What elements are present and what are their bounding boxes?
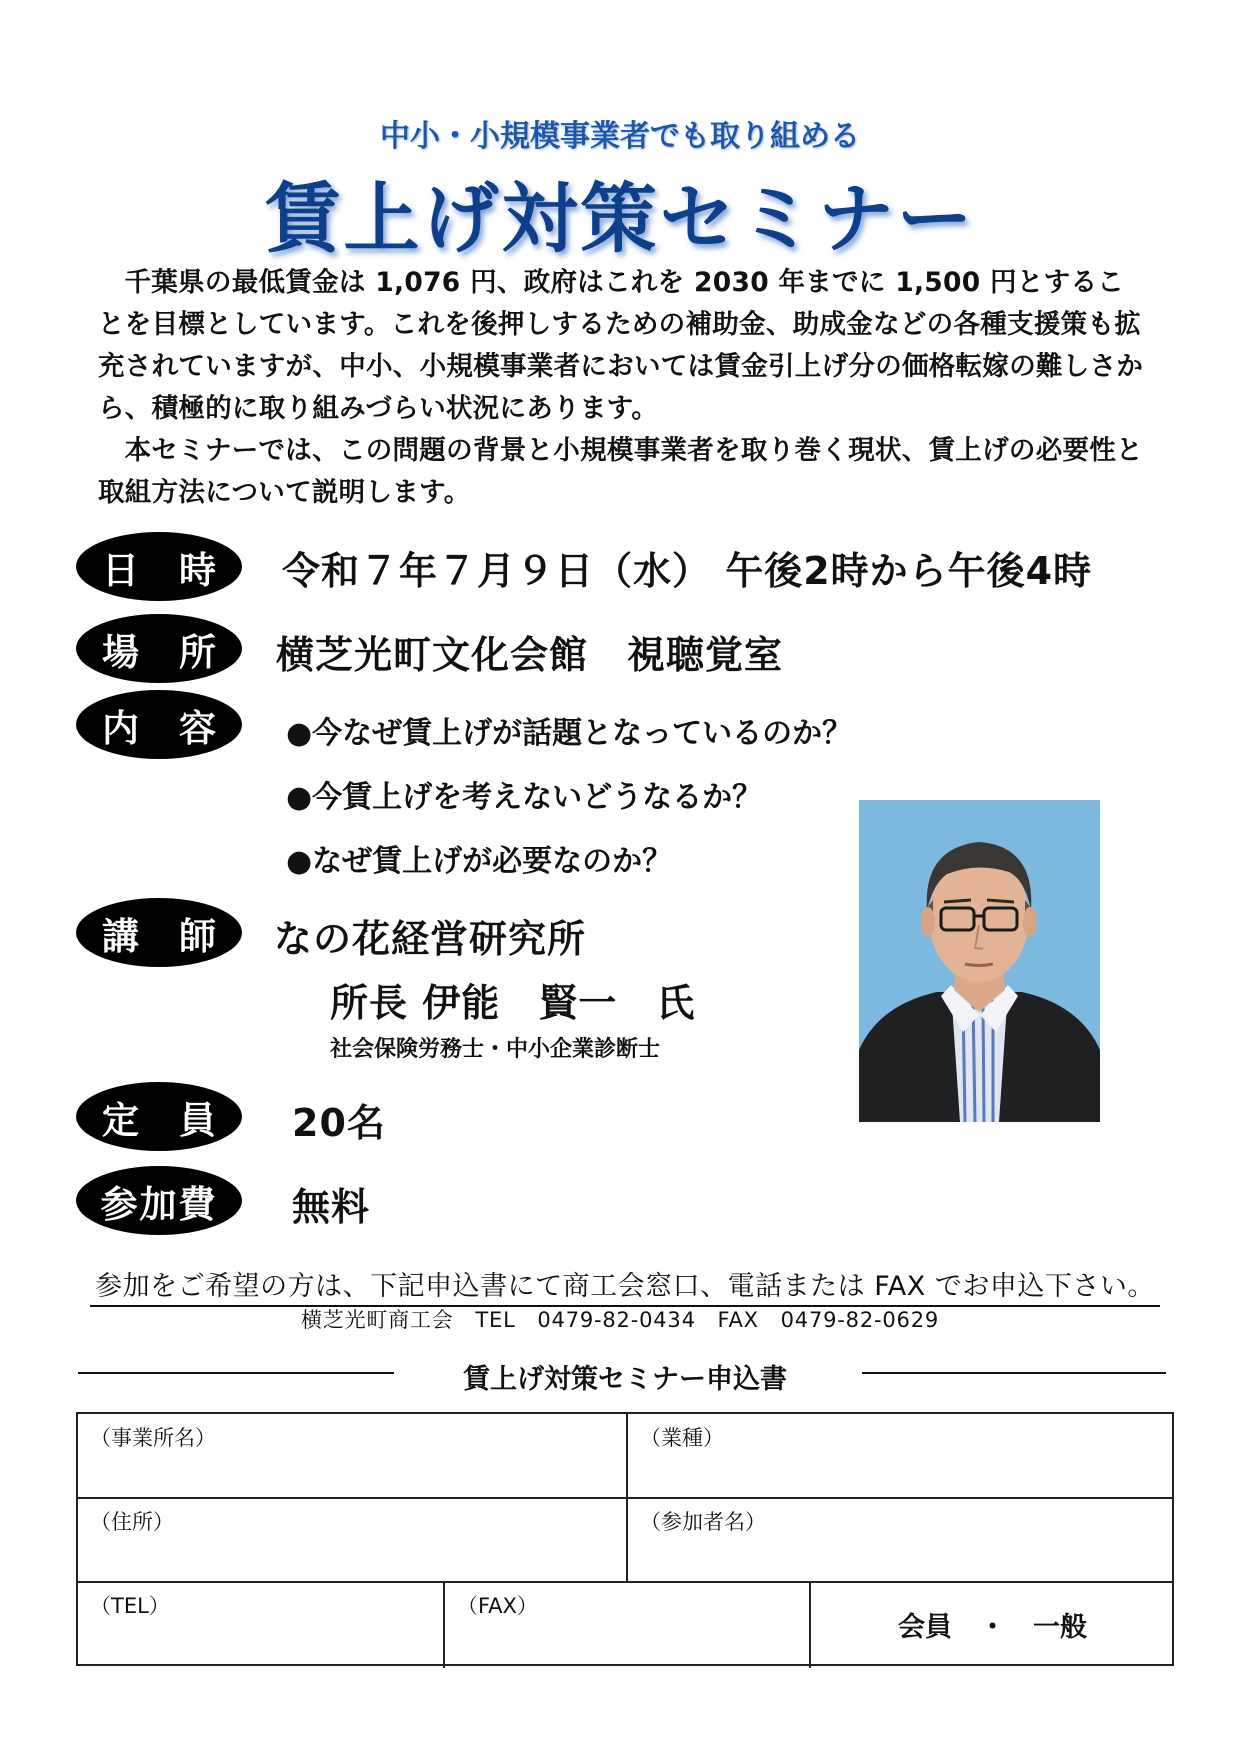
- label-lecturer: 講 師: [76, 898, 242, 967]
- lecturer-portrait-icon: [859, 800, 1100, 1122]
- seminar-title: 賃上げ対策セミナー: [264, 174, 976, 263]
- lecturer-photo: [859, 800, 1100, 1122]
- application-form: [76, 1412, 1174, 1666]
- form-title-rule-right: [862, 1372, 1166, 1374]
- industry-field[interactable]: （業種）: [640, 1426, 724, 1450]
- content-item-2: ●今賃上げを考えないどうなるか？: [286, 780, 763, 815]
- capacity-value: 20名: [292, 1101, 386, 1145]
- lecturer-credentials: 社会保険労務士・中小企業診断士: [330, 1037, 661, 1062]
- contact-info: 横芝光町商工会 TEL 0479-82-0434 FAX 0479-82-0629: [300, 1308, 940, 1332]
- member-type-selector[interactable]: 会員 ・ 一般: [898, 1611, 1087, 1643]
- venue-value: 横芝光町文化会館 視聴覚室: [276, 633, 784, 677]
- seminar-subtitle: 中小・小規模事業者でも取り組める: [380, 119, 860, 154]
- label-venue: 場 所: [76, 614, 242, 683]
- lecturer-org: なの花経営研究所: [274, 917, 587, 961]
- content-item-3: ●なぜ賃上げが必要なのか？: [286, 844, 673, 879]
- datetime-value: 令和７年７月９日（水） 午後2時から午後4時: [282, 549, 1093, 593]
- tel-field[interactable]: （TEL）: [90, 1594, 170, 1618]
- intro-text: [98, 262, 1148, 514]
- intro-paragraph-2: 本セミナーでは、この問題の背景と小規模事業者を取り巻く現状、賃上げの必要性と取組方法について説明します。: [98, 435, 1143, 508]
- label-capacity: 定 員: [76, 1082, 242, 1151]
- intro-paragraph-1: 千葉県の最低賃金は 1,076 円、政府はこれを 2030 年までに 1,500 円とすることを目標としています。これを後押しするための補助金、助成金などの各種支援策も拡充されていますが、中小、小規模事業者においては賃金引上げ分の価格転嫁の難しさから、積極的に取り組みづらい状況にあります。: [98, 267, 1144, 424]
- fee-value: 無料: [292, 1185, 371, 1229]
- business-name-field[interactable]: （事業所名）: [90, 1426, 216, 1450]
- label-content: 内 容: [76, 690, 242, 759]
- participant-name-field[interactable]: （参加者名）: [640, 1510, 766, 1534]
- fax-field[interactable]: （FAX）: [457, 1594, 538, 1618]
- address-field[interactable]: （住所）: [90, 1510, 174, 1534]
- application-notice: 参加をご希望の方は、下記申込書にて商工会窓口、電話または FAX でお申込下さい。: [90, 1264, 1160, 1307]
- form-title: 賃上げ対策セミナー申込書: [463, 1364, 787, 1395]
- label-datetime: 日 時: [76, 532, 242, 601]
- label-fee: 参加費: [76, 1166, 242, 1235]
- content-item-1: ●今なぜ賃上げが話題となっているのか？: [286, 716, 853, 751]
- lecturer-name: 所長 伊能 賢一 氏: [330, 981, 696, 1025]
